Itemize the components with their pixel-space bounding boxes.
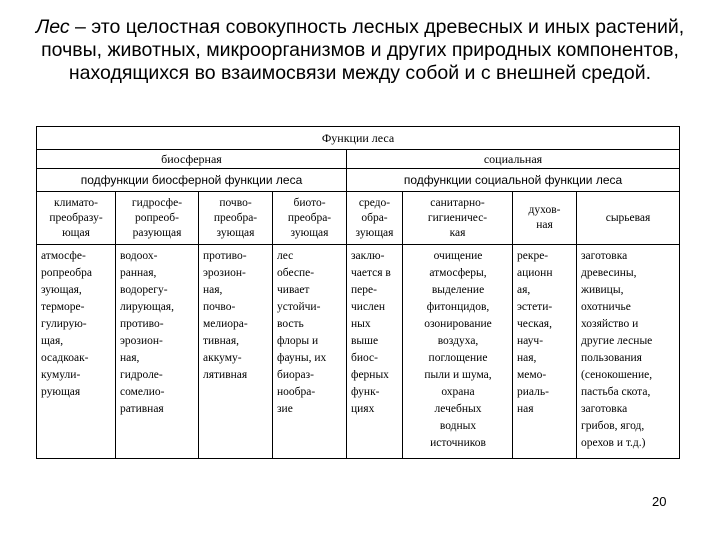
title-definition: – это целостная совокупность лесных древесных и иных растений, почвы, животных, микроорганизмов и других природных компонентов, находящихся во взаимосвязи между собой и с внешней средой. [41,16,685,84]
group-biosphere: биосферная [37,150,347,169]
forest-functions-table [36,126,680,459]
detail-cell: лес обеспе- чивает устойчи- вость флоры и фауны, их биораз- нообра- зие [273,245,347,459]
column-header: биото- преобра- зующая [273,192,347,245]
table-header: Функции леса [37,127,680,150]
column-header: почво- преобра- зующая [199,192,273,245]
detail-cell: очищение атмосферы, выделение фитонцидов, озонирование воздуха, поглощение пыли и шума, охрана лечебных водных источников [403,245,513,459]
detail-cell: водоох- ранная, водорегу- лирующая, противо- эрозион- ная, гидроле- сомелио- ративная [116,245,199,459]
column-header: климато- преобразу- ющая [37,192,116,245]
detail-cell: заклю- чается в пере- числен ных выше биос- ферных функ- циях [347,245,403,459]
column-header: санитарно- гигиеничес- кая [403,192,513,245]
column-header: гидросфе- ропреоб- разующая [116,192,199,245]
detail-cell: атмосфе- ропреобра зующая, терморе- гулирую- щая, осадкоак- кумули- рующая [37,245,116,459]
detail-cell: заготовка древесины, живицы, охотничье хозяйство и другие лесные пользования (сенокошение, пастьба скота, заготовка грибов, ягод, орехов и т.д.) [577,245,680,459]
title-term: Лес [35,16,70,38]
subgroup-biosphere: подфункции биосферной функции леса [37,169,347,192]
slide-title [30,16,690,85]
group-social: социальная [347,150,680,169]
detail-cell: рекре- ационн ая, эстети- ческая, науч- ная, мемо- риаль- ная [513,245,577,459]
page-number: 20 [652,494,667,509]
column-header: сырьевая [577,192,680,245]
subgroup-social: подфункции социальной функции леса [347,169,680,192]
column-header: духов- ная [513,192,577,245]
detail-cell: противо- эрозион- ная, почво- мелиора- тивная, аккуму- лятивная [199,245,273,459]
column-header: средо- обра- зующая [347,192,403,245]
